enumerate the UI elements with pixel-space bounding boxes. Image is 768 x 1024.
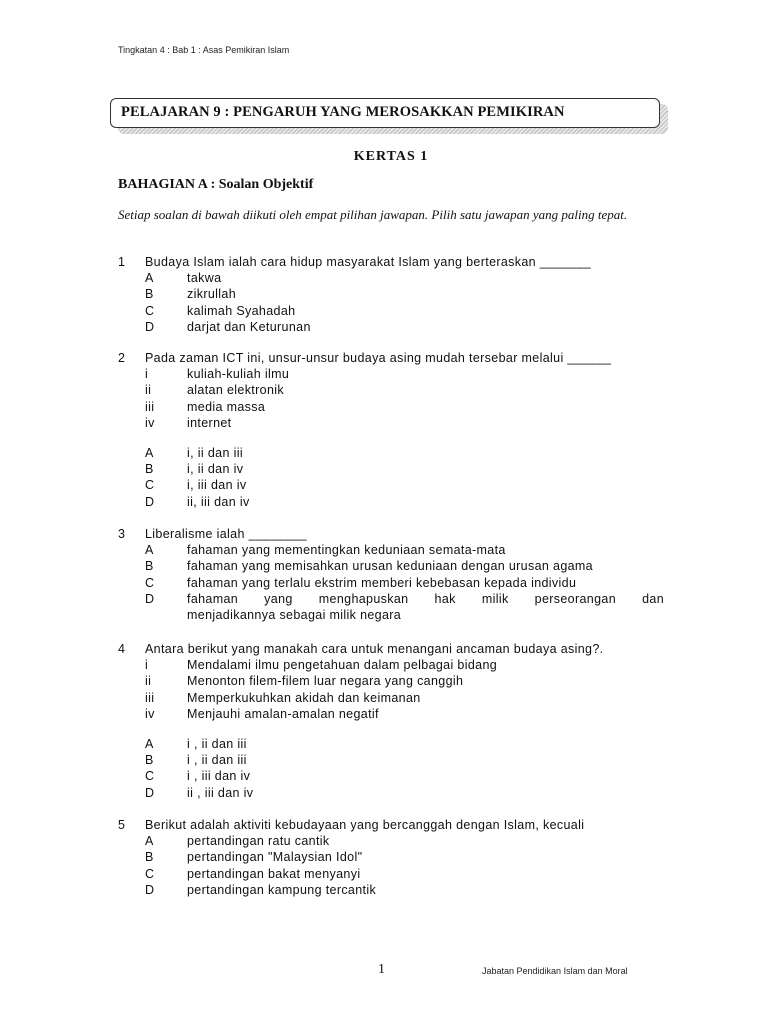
section-heading: BAHAGIAN A : Soalan Objektif	[118, 177, 314, 192]
option-label: C	[145, 866, 155, 881]
question-number: 3	[118, 527, 126, 541]
option-text: ii , iii dan iv	[187, 785, 254, 800]
option-text-continuation: menjadikannya sebagai milik negara	[187, 608, 402, 623]
item-label: iv	[145, 415, 155, 430]
option-label: D	[145, 882, 155, 897]
option-label: B	[145, 287, 154, 302]
option-label: B	[145, 559, 154, 574]
question-stem: Budaya Islam ialah cara hidup masyarakat Islam yang berteraskan _______	[145, 255, 591, 269]
option-label: D	[145, 785, 155, 800]
question-stem: Liberalisme ialah ________	[145, 527, 307, 541]
item-label: i	[145, 367, 149, 382]
question-stem: Berikut adalah aktiviti kebudayaan yang bercanggah dengan Islam, kecuali	[145, 818, 585, 832]
question-5	[118, 817, 664, 898]
option-label: C	[145, 575, 155, 590]
option-label: B	[145, 850, 154, 865]
option-label: D	[145, 319, 155, 334]
question-1	[118, 254, 664, 335]
option-text: darjat dan Keturunan	[187, 319, 311, 334]
item-label: ii	[145, 383, 152, 398]
option-text: pertandingan "Malaysian Idol"	[187, 850, 363, 865]
option-label: B	[145, 462, 154, 477]
option-label: A	[145, 271, 154, 286]
lesson-title: PELAJARAN 9 : PENGARUH YANG MEROSAKKAN PEMIKIRAN	[110, 98, 660, 128]
option-label: A	[145, 737, 154, 752]
paper-heading: KERTAS 1	[353, 149, 429, 164]
running-header: Tingkatan 4 : Bab 1 : Asas Pemikiran Islam	[118, 45, 290, 55]
question-number: 5	[118, 818, 126, 832]
option-text: i , ii dan iii	[187, 753, 247, 768]
question-number: 1	[118, 255, 126, 269]
item-text: Mendalami ilmu pengetahuan dalam pelbagai bidang	[187, 658, 498, 673]
question-number: 4	[118, 642, 126, 656]
option-label: A	[145, 446, 154, 461]
option-label: A	[145, 834, 154, 849]
option-text: i , iii dan iv	[187, 769, 251, 784]
option-text: i, iii dan iv	[187, 478, 247, 493]
option-text: zikrullah	[187, 287, 236, 302]
item-text: media massa	[187, 399, 266, 414]
instruction-text: Setiap soalan di bawah diikuti oleh empat pilihan jawapan. Pilih satu jawapan yang paling tepat.	[118, 207, 628, 222]
item-label: iv	[145, 706, 155, 721]
question-stem: Pada zaman ICT ini, unsur-unsur budaya asing mudah tersebar melalui ______	[145, 351, 612, 365]
question-2	[118, 350, 664, 510]
option-text: fahaman yang mementingkan keduniaan semata-mata	[187, 543, 506, 558]
question-4	[118, 641, 664, 801]
item-text: Memperkukuhkan akidah dan keimanan	[187, 690, 421, 705]
page-number: 1	[378, 962, 385, 977]
option-text: ii, iii dan iv	[187, 494, 250, 509]
option-text: fahaman yang menghapuskan hak milik perseorangan dan	[187, 591, 664, 606]
question-stem: Antara berikut yang manakah cara untuk menangani ancaman budaya asing?.	[145, 642, 604, 656]
item-label: i	[145, 658, 149, 673]
option-text: pertandingan kampung tercantik	[187, 882, 377, 897]
question-number: 2	[118, 351, 126, 365]
option-label: D	[145, 494, 155, 509]
item-label: ii	[145, 674, 152, 689]
option-text: fahaman yang memisahkan urusan keduniaan dengan urusan agama	[187, 559, 593, 574]
item-label: iii	[145, 399, 155, 414]
item-text: Menjauhi amalan-amalan negatif	[187, 706, 379, 721]
option-label: C	[145, 303, 155, 318]
item-text: internet	[187, 415, 232, 430]
option-text: pertandingan ratu cantik	[187, 834, 330, 849]
footer-department: Jabatan Pendidikan Islam dan Moral	[482, 966, 628, 976]
item-label: iii	[145, 690, 155, 705]
item-text: kuliah-kuliah ilmu	[187, 367, 290, 382]
option-text: pertandingan bakat menyanyi	[187, 866, 361, 881]
option-text: i , ii dan iii	[187, 737, 247, 752]
option-text: kalimah Syahadah	[187, 303, 296, 318]
question-3	[118, 526, 664, 623]
option-label: B	[145, 753, 154, 768]
option-text: i, ii dan iii	[187, 446, 243, 461]
option-label: C	[145, 478, 155, 493]
option-text: fahaman yang terlalu ekstrim memberi kebebasan kepada individu	[187, 575, 577, 590]
option-text: i, ii dan iv	[187, 462, 244, 477]
option-label: D	[145, 591, 155, 606]
item-text: alatan elektronik	[187, 383, 284, 398]
item-text: Menonton filem-filem luar negara yang canggih	[187, 674, 464, 689]
option-label: C	[145, 769, 155, 784]
option-label: A	[145, 543, 154, 558]
option-text: takwa	[187, 271, 222, 286]
